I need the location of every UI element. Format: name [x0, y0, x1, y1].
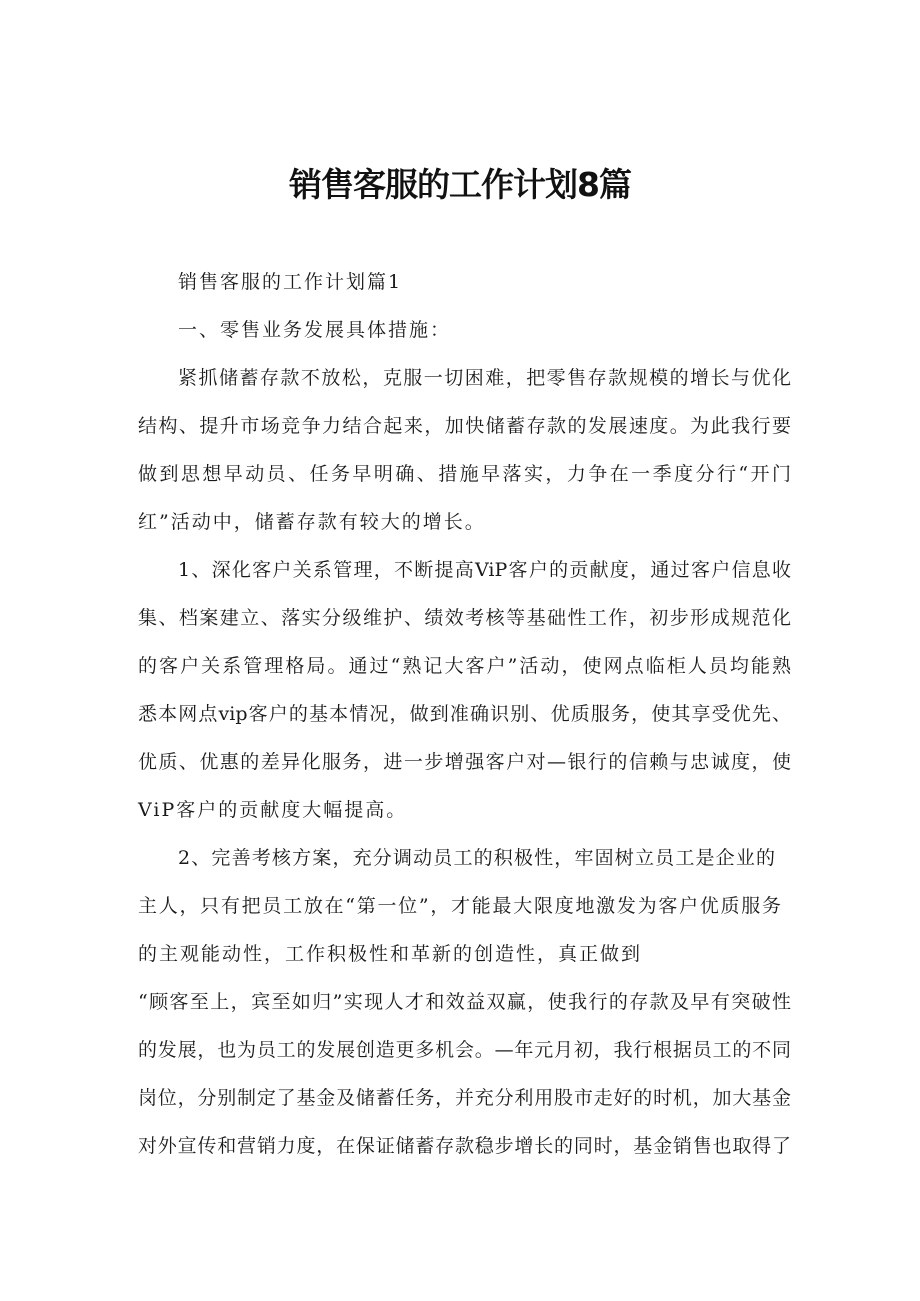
paragraph-line: 2、完善考核方案，充分调动员工的积极性，牢固树立员工是企业的: [178, 847, 775, 869]
paragraph-line: 结构、提升市场竞争力结合起来，加快储蓄存款的发展速度。为此我行要: [138, 415, 791, 437]
paragraph-line: 岗位，分别制定了基金及储蓄任务，并充分利用股市走好的时机，加大基金: [138, 1087, 791, 1109]
paragraph-line: 红”活动中，储蓄存款有较大的增长。: [138, 511, 486, 533]
paragraph-line: 主人，只有把员工放在“第一位”，才能最大限度地激发为客户优质服务: [138, 895, 781, 917]
paragraph-line: 紧抓储蓄存款不放松，克服一切困难，把零售存款规模的增长与优化: [178, 367, 791, 389]
paragraph-line: 1、深化客户关系管理，不断提高ViP客户的贡献度，通过客户信息收: [178, 559, 791, 581]
paragraph-line: 集、档案建立、落实分级维护、绩效考核等基础性工作，初步形成规范化: [138, 607, 791, 629]
section-heading: 销售客服的工作计划篇1: [178, 271, 403, 293]
subsection-heading: 一、零售业务发展具体措施：: [178, 319, 452, 341]
paragraph-line: 的主观能动性，工作积极性和革新的创造性，真正做到: [138, 943, 643, 965]
paragraph-line: 优质、优惠的差异化服务，进一步增强客户对—银行的信赖与忠诚度，使: [138, 751, 791, 773]
paragraph-line: 对外宣传和营销力度，在保证储蓄存款稳步增长的同时，基金销售也取得了: [138, 1135, 791, 1157]
paragraph-line: 的客户关系管理格局。通过“熟记大客户”活动，使网点临柜人员均能熟: [138, 655, 791, 677]
document-title: 销售客服的工作计划8篇: [289, 165, 631, 204]
paragraph-line: “顾客至上，宾至如归”实现人才和效益双赢，使我行的存款及早有突破性: [138, 991, 791, 1013]
paragraph-line: 悉本网点vip客户的基本情况，做到准确识别、优质服务，使其享受优先、: [138, 703, 791, 725]
paragraph-line: 做到思想早动员、任务早明确、措施早落实，力争在一季度分行“开门: [138, 463, 791, 485]
paragraph-line: 的发展，也为员工的发展创造更多机会。—年元月初，我行根据员工的不同: [138, 1039, 791, 1061]
paragraph-line: ViP客户的贡献度大幅提高。: [138, 799, 408, 821]
